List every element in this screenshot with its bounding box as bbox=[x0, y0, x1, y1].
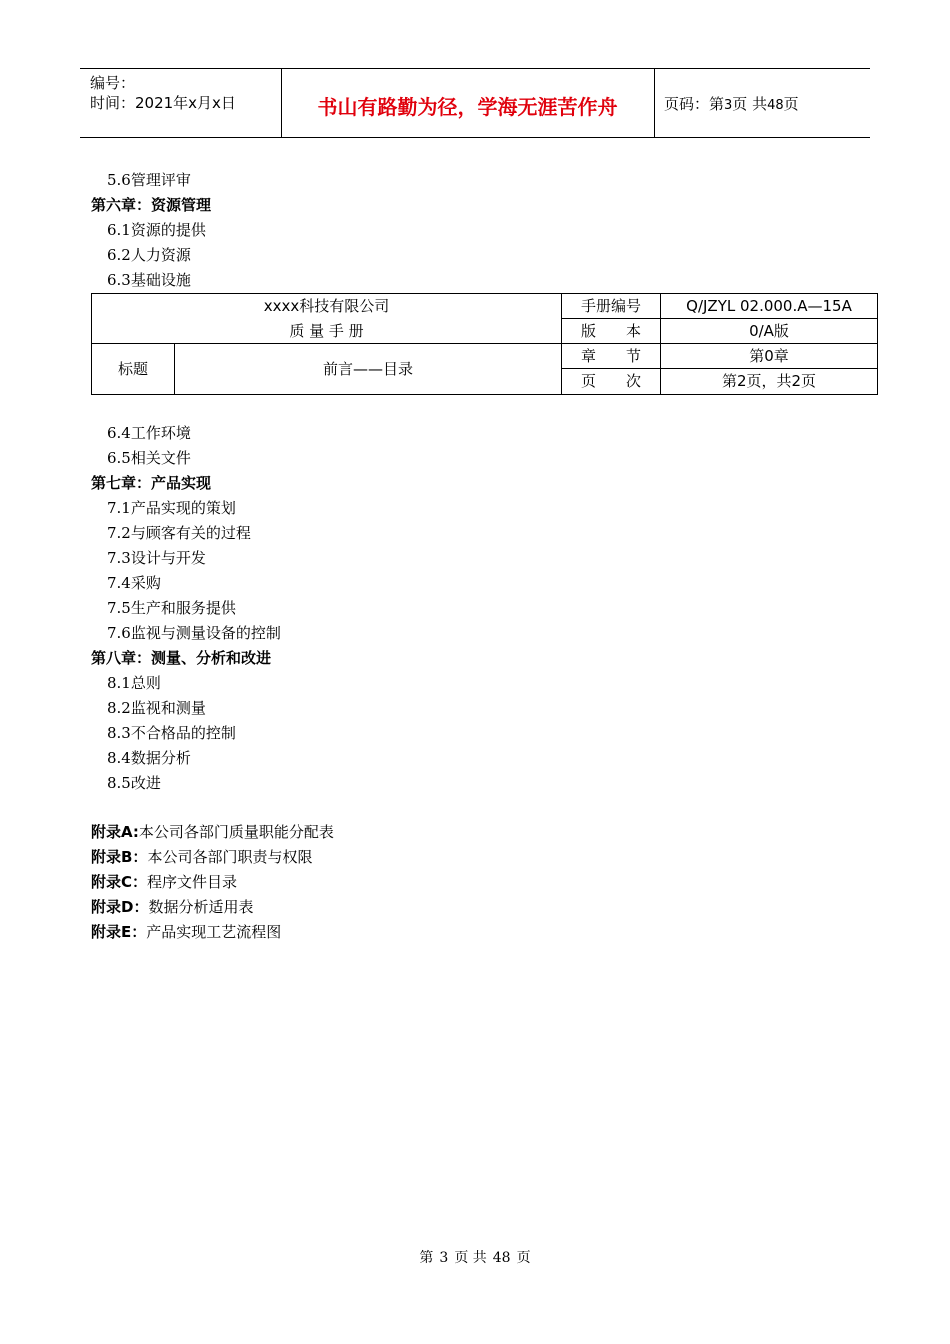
row-value: 第2页，共2页 bbox=[721, 372, 817, 390]
appendix-title: 产品实现工艺流程图 bbox=[146, 923, 282, 941]
row-value: Q/JZYL 02.000.A—15A bbox=[686, 297, 852, 315]
footer-total: 48 bbox=[492, 1250, 511, 1266]
header-page-info bbox=[664, 93, 799, 114]
manual-title: 质 量 手 册 bbox=[289, 322, 364, 340]
toc-item: 7.6监视与测量设备的控制 bbox=[107, 624, 281, 642]
toc-item: 8.1总则 bbox=[107, 674, 161, 692]
manual-info-table bbox=[91, 293, 878, 395]
appendix-key: 附录C： bbox=[91, 873, 148, 891]
appendix-item bbox=[91, 922, 281, 942]
toc-item: 6.2人力资源 bbox=[107, 246, 191, 264]
doc-number-label: 编号： bbox=[90, 74, 136, 92]
appendix-item bbox=[91, 872, 237, 892]
appendix-title: 数据分析适用表 bbox=[148, 898, 254, 916]
row-value: 0/A版 bbox=[749, 322, 789, 340]
page-mid: 页 共 bbox=[732, 95, 768, 113]
toc-item: 8.4数据分析 bbox=[107, 749, 191, 767]
toc-item: 7.1产品实现的策划 bbox=[107, 499, 236, 517]
appendix-item bbox=[91, 847, 312, 867]
toc-item: 7.3设计与开发 bbox=[107, 549, 206, 567]
page-suffix: 页 bbox=[783, 95, 799, 113]
toc-item: 8.5改进 bbox=[107, 774, 161, 792]
toc-item: 8.2监视和测量 bbox=[107, 699, 206, 717]
appendix-title: 本公司各部门职责与权限 bbox=[147, 848, 313, 866]
toc-item: 6.1资源的提供 bbox=[107, 221, 206, 239]
header-motto: 书山有路勤为径，学海无涯苦作舟 bbox=[317, 95, 618, 119]
footer-prefix: 第 bbox=[419, 1250, 434, 1266]
appendix-title: 程序文件目录 bbox=[147, 873, 238, 891]
appendix-title: 本公司各部门质量职能分配表 bbox=[138, 823, 334, 841]
appendix-key: 附录B： bbox=[91, 848, 148, 866]
page-header bbox=[80, 68, 870, 138]
row-label: 版 本 bbox=[580, 322, 641, 340]
footer-suffix: 页 bbox=[516, 1250, 531, 1266]
row-label: 章 节 bbox=[580, 347, 641, 365]
appendix-key: 附录D： bbox=[91, 898, 149, 916]
appendix-item bbox=[91, 822, 334, 842]
title-label: 标题 bbox=[117, 360, 148, 378]
toc-item: 6.4工作环境 bbox=[107, 424, 191, 442]
toc-item: 7.2与顾客有关的过程 bbox=[107, 524, 251, 542]
row-value: 第0章 bbox=[749, 347, 789, 365]
company-name: xxxx科技有限公司 bbox=[263, 297, 390, 315]
row-label: 页 次 bbox=[580, 372, 641, 390]
toc-item: 8.3不合格品的控制 bbox=[107, 724, 236, 742]
toc-item: 6.5相关文件 bbox=[107, 449, 191, 467]
footer-page: 3 bbox=[439, 1250, 449, 1266]
toc-chapter: 第六章：资源管理 bbox=[91, 196, 212, 214]
page-total: 48 bbox=[767, 98, 784, 113]
toc-chapter: 第七章：产品实现 bbox=[91, 474, 212, 492]
appendix-key: 附录A: bbox=[91, 823, 139, 841]
page-prefix: 页码：第 bbox=[664, 95, 725, 113]
toc-chapter: 第八章：测量、分析和改进 bbox=[91, 649, 272, 667]
doc-time-label: 时间：2021年x月x日 bbox=[90, 94, 236, 112]
appendix-item bbox=[91, 897, 253, 917]
footer-mid: 页 共 bbox=[454, 1250, 487, 1266]
header-meta bbox=[90, 73, 236, 113]
row-label: 手册编号 bbox=[580, 297, 641, 315]
appendix-key: 附录E： bbox=[91, 923, 147, 941]
page-footer bbox=[0, 1247, 950, 1267]
toc-item: 6.3基础设施 bbox=[107, 271, 191, 289]
header-divider bbox=[654, 69, 655, 137]
title-value: 前言——目录 bbox=[322, 360, 413, 378]
toc-item: 7.5生产和服务提供 bbox=[107, 599, 236, 617]
toc-item: 7.4采购 bbox=[107, 574, 161, 592]
toc-item: 5.6管理评审 bbox=[107, 171, 191, 189]
page-number: 3 bbox=[724, 98, 733, 113]
